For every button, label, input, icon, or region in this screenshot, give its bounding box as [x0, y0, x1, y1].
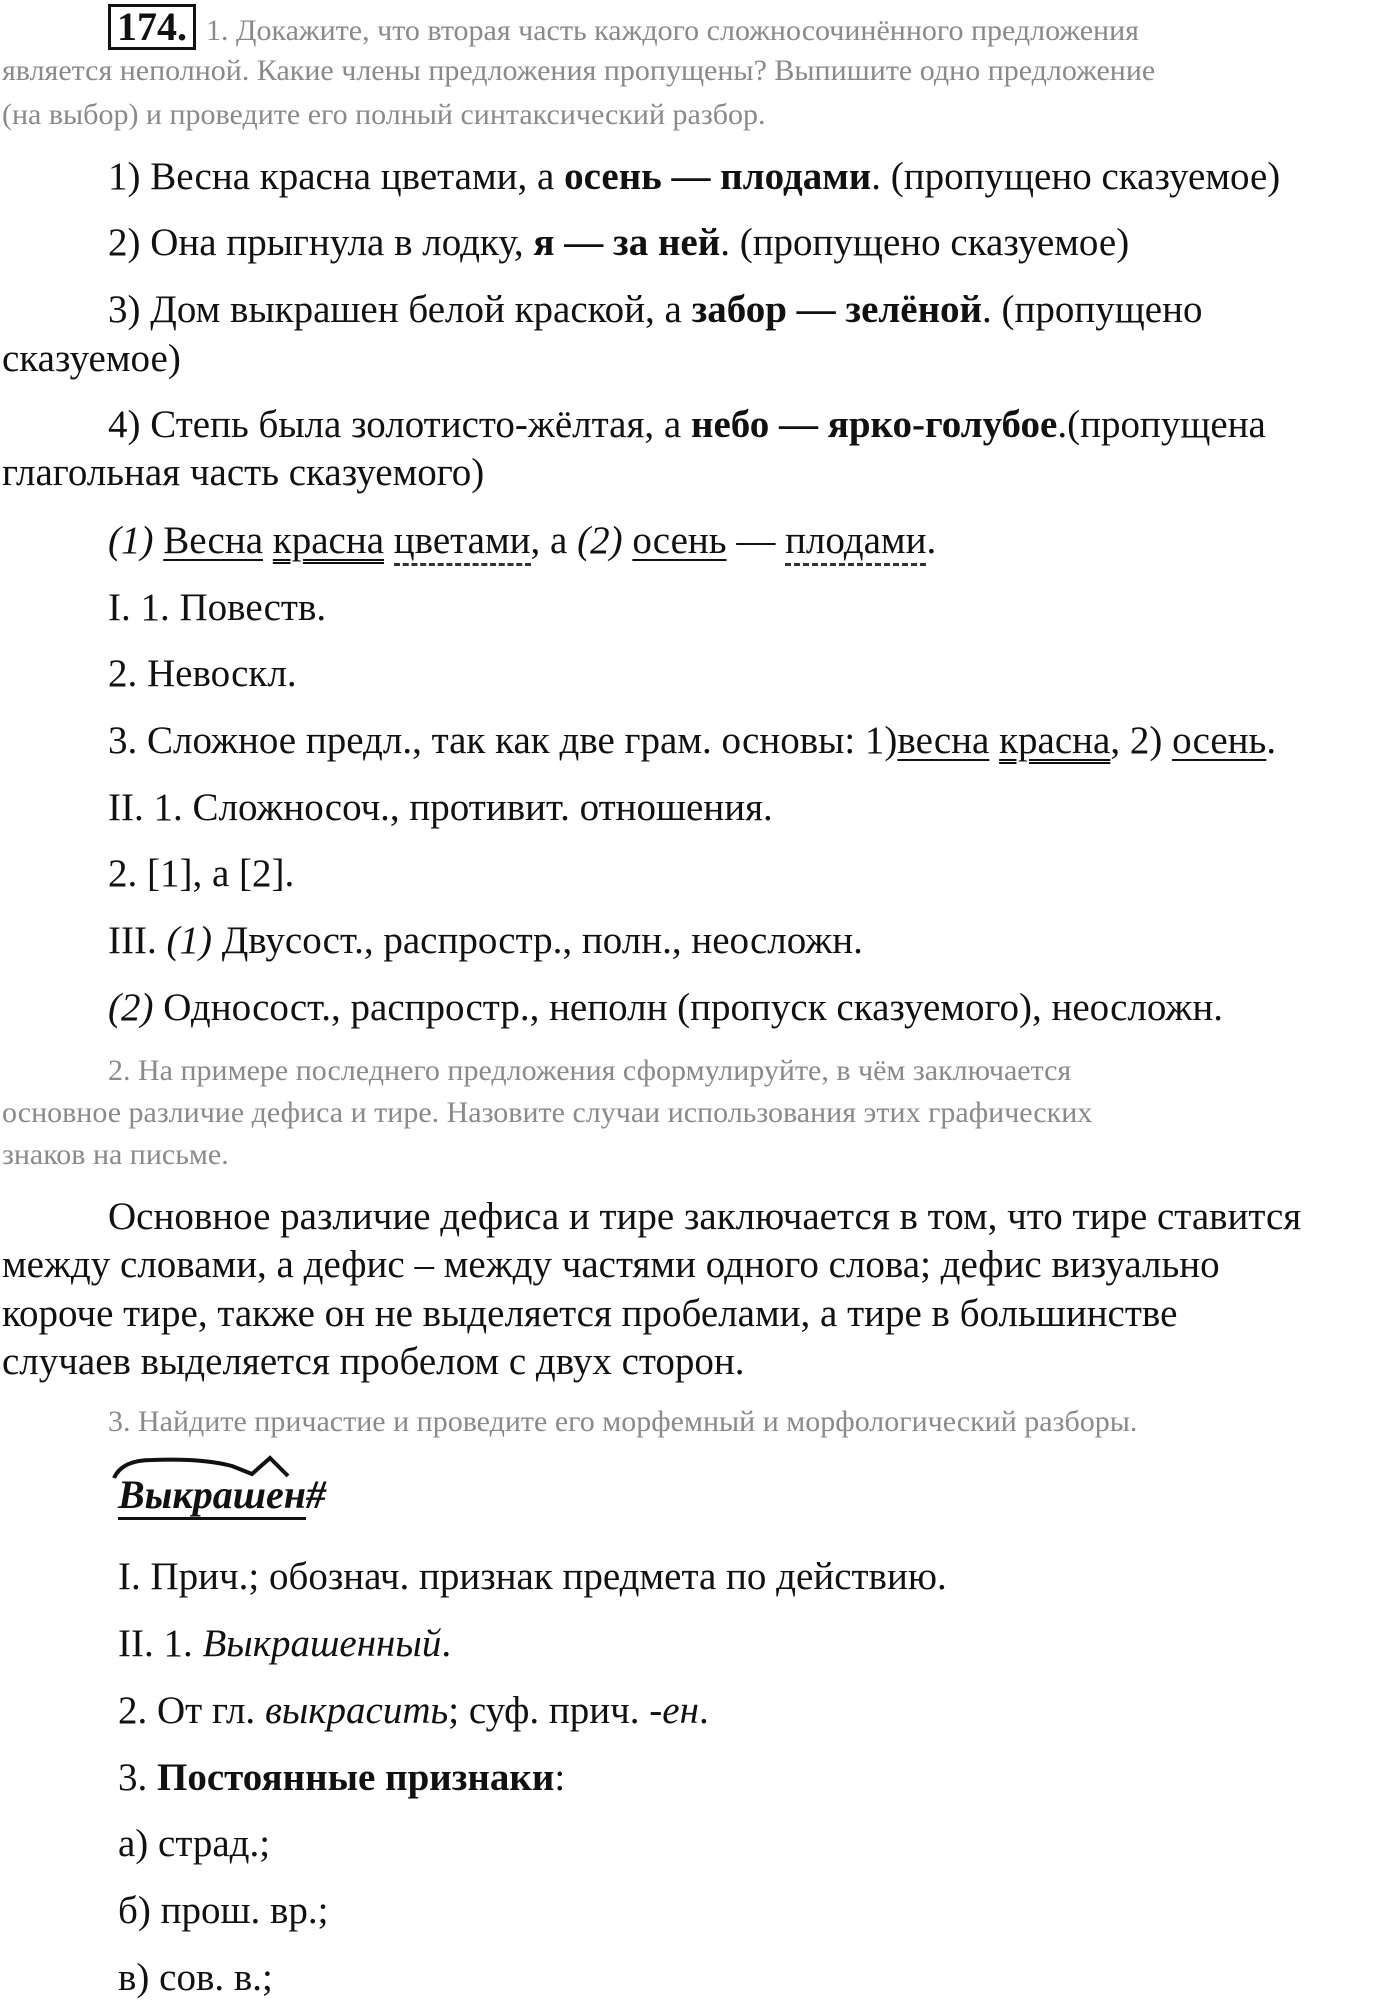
subject-1: Весна [163, 519, 264, 562]
parse-line-1: I. 1. Повеств. [108, 586, 327, 629]
morph-line-7: в) сов. в.; [118, 1956, 273, 1999]
parse-line-3: 3. Сложное предл., так как две грам. основы: 1)весна красна, 2) осень. [108, 719, 1277, 762]
morph-line-5: а) страд.; [118, 1822, 271, 1865]
parse-line-4: II. 1. Сложносоч., противит. отношения. [108, 786, 773, 829]
morphemic-word [118, 1470, 326, 1520]
answer-2-line-4: случаев выделяется пробелом с двух сторон. [2, 1340, 745, 1383]
morph-line-6: б) прош. вр.; [118, 1889, 329, 1932]
parse-line-2: 2. Невоскл. [108, 652, 297, 695]
task-1-line-3: (на выбор) и проведите его полный синтаксический разбор. [2, 98, 766, 131]
parse-line-7: (2) Односост., распростр., неполн (пропуск сказуемого), неосложн. [108, 986, 1223, 1029]
answer-sentence-3: 3) Дом выкрашен белой краской, а забор — зелёной. (пропущено [108, 288, 1203, 331]
answer-sentence-4: 4) Степь была золотисто-жёлтая, а небо — ярко-голубое.(пропущена [108, 403, 1266, 446]
task-2-line-1: 2. На примере последнего предложения сформулируйте, в чём заключается [108, 1054, 1072, 1087]
zero-ending: # [306, 1472, 326, 1517]
task-1-line-1: 174. 1. Докажите, что вторая часть каждого сложносочинённого предложения [108, 4, 1139, 52]
parsed-sentence: (1) Весна красна цветами, а (2) осень — плодами. [108, 516, 936, 566]
adverbial-1: цветами [394, 519, 531, 566]
subject-2: осень [632, 519, 727, 562]
morph-line-1: I. Прич.; обознач. признак предмета по действию. [118, 1555, 947, 1598]
adverbial-2: плодами [785, 519, 926, 566]
task-2-line-2: основное различие дефиса и тире. Назовите случаи использования этих графических [2, 1096, 1093, 1129]
morph-line-4: 3. Постоянные признаки: [118, 1756, 566, 1799]
answer-sentence-3-cont: сказуемое) [2, 337, 181, 380]
morph-line-3: 2. От гл. выкрасить; суф. прич. -ен. [118, 1689, 709, 1732]
morph-line-2: II. 1. Выкрашенный. [118, 1622, 452, 1665]
task-1-line-2: является неполной. Какие члены предложения пропущены? Выпишите одно предложение [2, 54, 1156, 87]
answer-sentence-2: 2) Она прыгнула в лодку, я — за ней. (пропущено сказуемое) [108, 221, 1130, 264]
answer-2-line-3: короче тире, также он не выделяется пробелами, а тире в большинстве [2, 1292, 1178, 1335]
answer-sentence-1: 1) Весна красна цветами, а осень — плодами. (пропущено сказуемое) [108, 155, 1281, 198]
predicate-1: красна [272, 519, 385, 562]
answer-sentence-4-cont: глагольная часть сказуемого) [2, 451, 485, 494]
task-3-line: 3. Найдите причастие и проведите его морфемный и морфологический разборы. [108, 1405, 1138, 1438]
answer-2-line-1: Основное различие дефиса и тире заключается в том, что тире ставится [108, 1195, 1302, 1238]
exercise-number: 174. [108, 4, 196, 50]
word-stem: Выкрашен [118, 1472, 306, 1520]
answer-2-line-2: между словами, а дефис – между частями одного слова; дефис визуально [2, 1243, 1220, 1286]
parse-line-6: III. (1) Двусост., распростр., полн., неосложн. [108, 919, 863, 962]
task-2-line-3: знаков на письме. [2, 1138, 229, 1171]
parse-line-5: 2. [1], а [2]. [108, 852, 295, 895]
